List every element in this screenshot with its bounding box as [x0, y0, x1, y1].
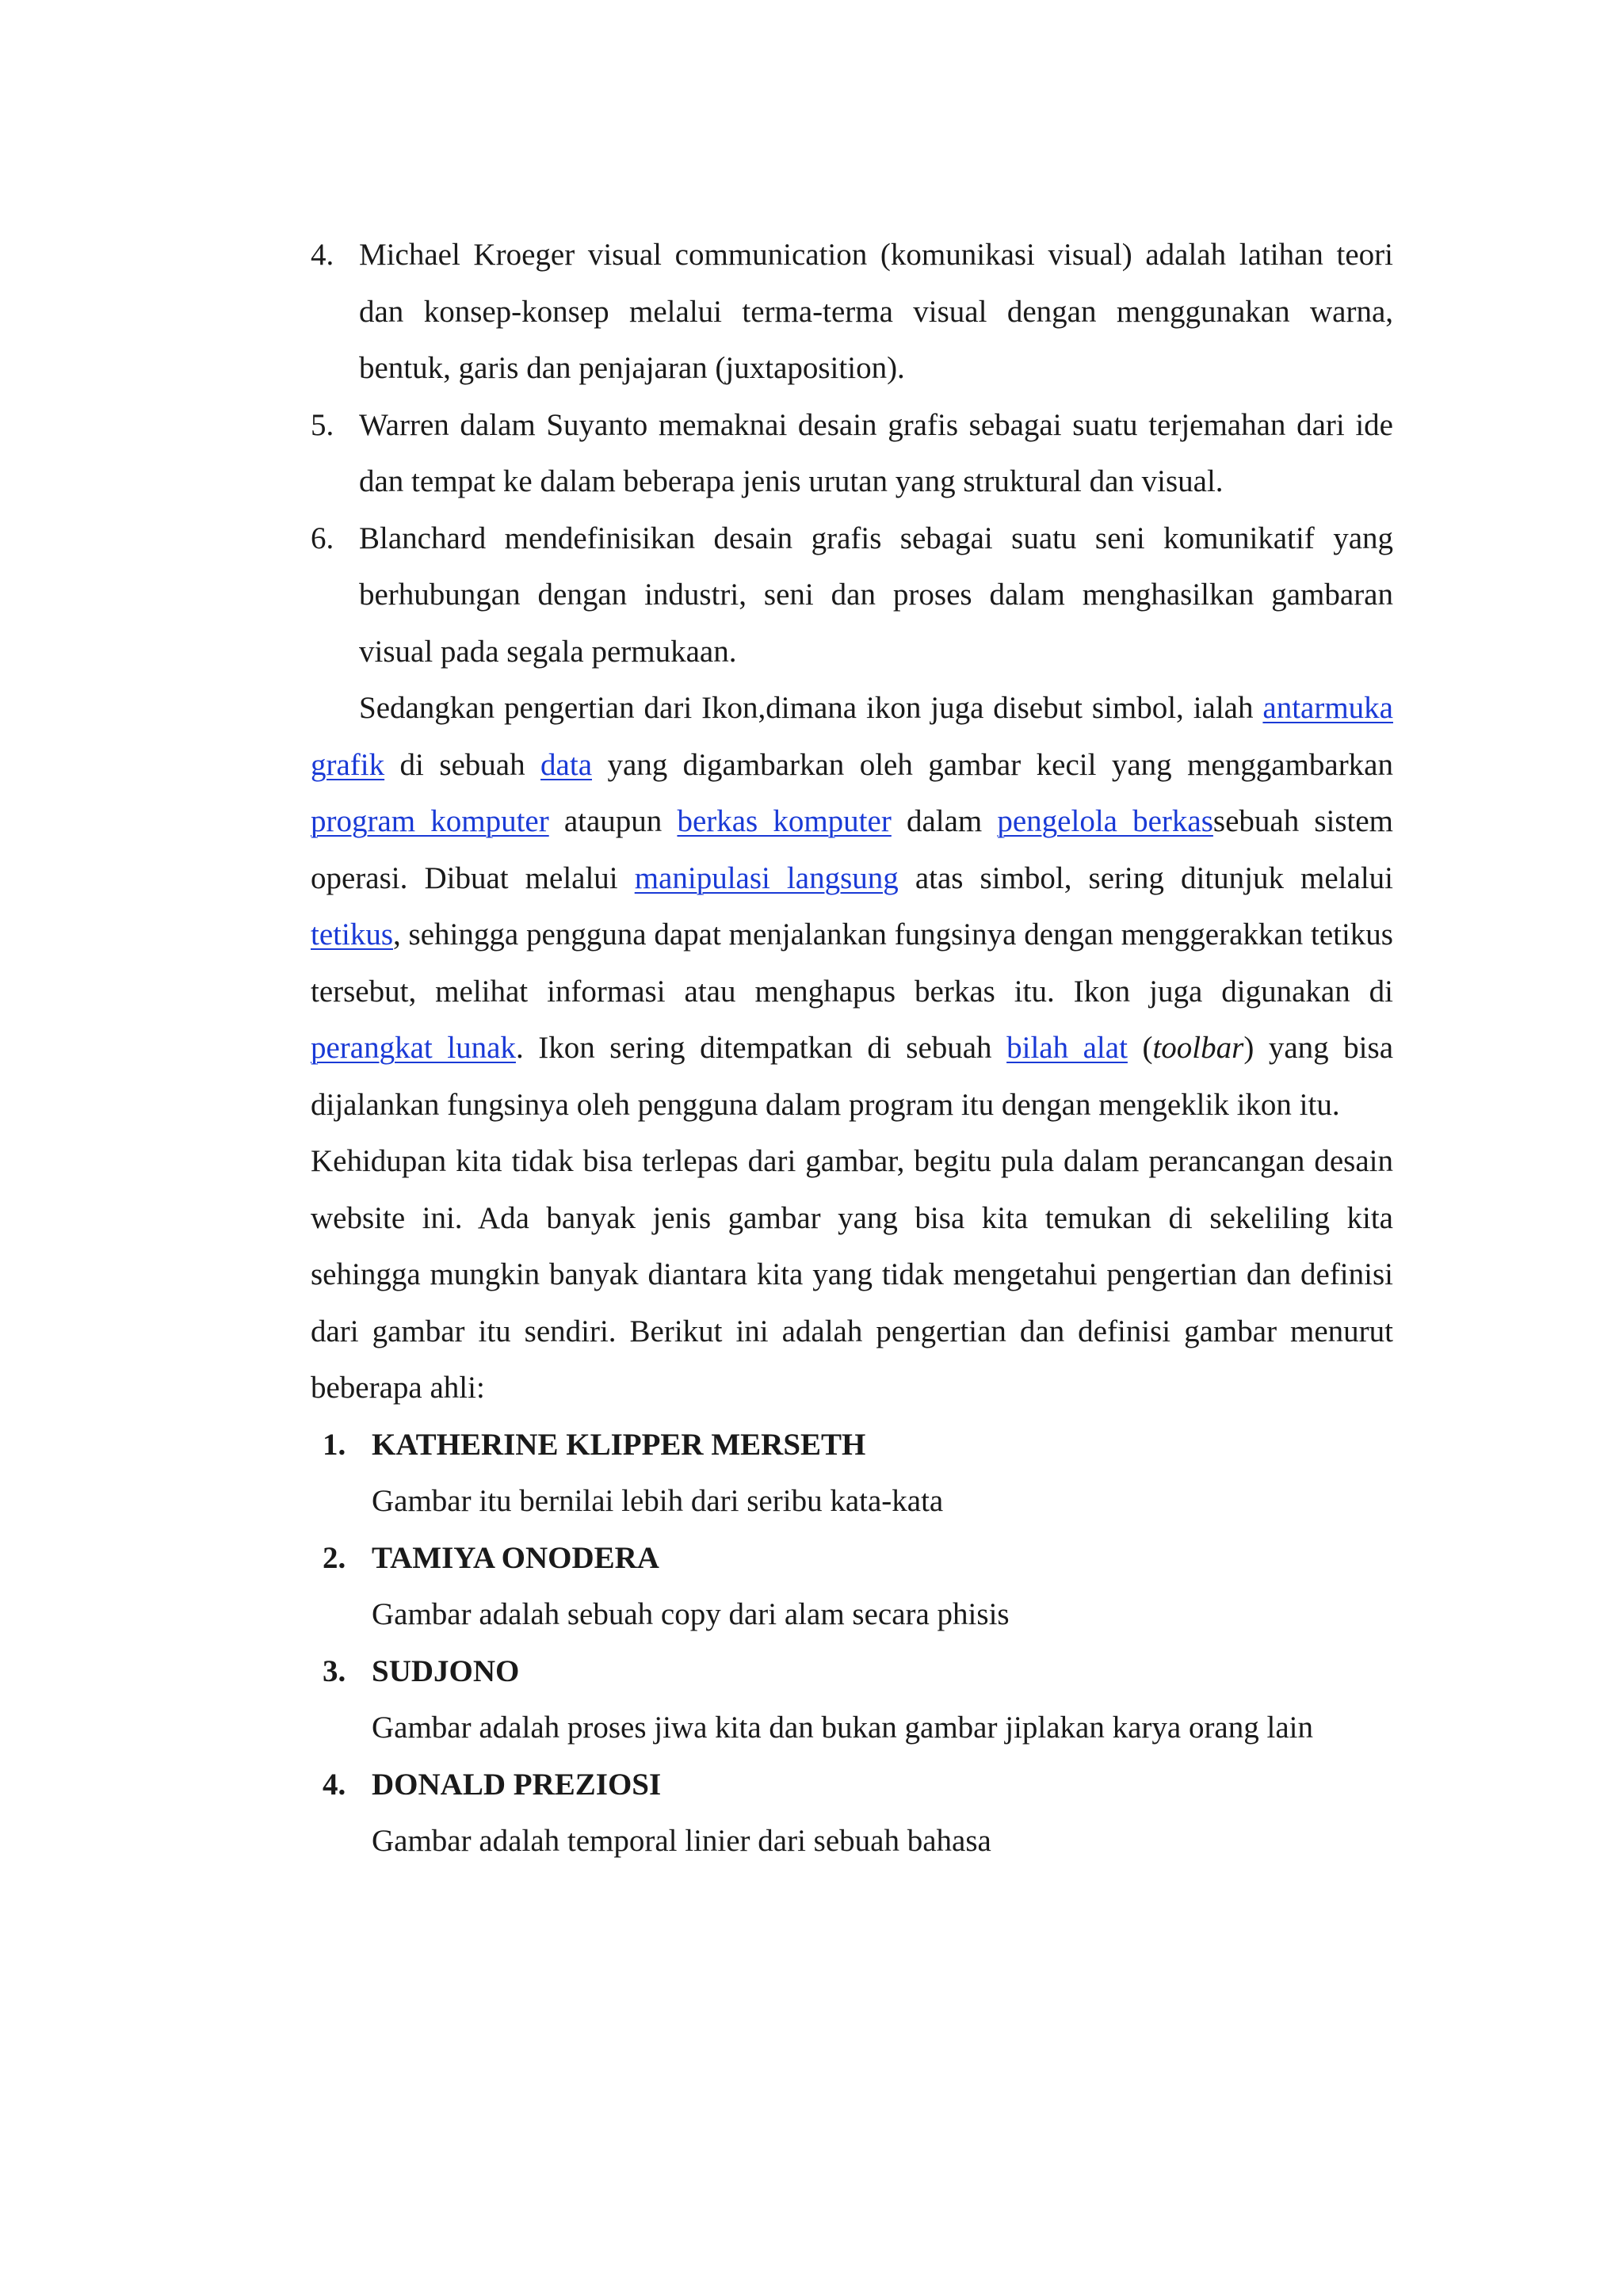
link-antarmuka-grafik[interactable]: antarmuka grafik	[311, 691, 1393, 782]
list-item	[311, 397, 1393, 510]
paragraph-text: ataupun	[548, 804, 678, 838]
paragraph-text: sebuah sistem operasi. Dibuat melalui	[311, 804, 1393, 895]
experts-list	[311, 1417, 1393, 1870]
expert-number: 3.	[323, 1653, 346, 1688]
expert-name: DONALD PREZIOSI	[372, 1767, 662, 1802]
expert-definition: Gambar adalah proses jiwa kita dan bukan gambar jiplakan karya orang lain	[372, 1711, 1313, 1745]
paragraph-text: . Ikon sering ditempatkan di sebuah	[515, 1031, 1007, 1065]
list-text: Warren dalam Suyanto memaknai desain grafis sebagai suatu terjemahan dari ide dan tempat ke dalam beberapa jenis urutan yang struktural dan visual.	[359, 407, 1393, 498]
link-perangkat-lunak[interactable]: perangkat lunak	[311, 1031, 516, 1065]
expert-item	[311, 1417, 1393, 1530]
expert-number: 4.	[323, 1767, 346, 1802]
expert-number: 2.	[323, 1540, 346, 1575]
expert-name: KATHERINE KLIPPER MERSETH	[372, 1427, 866, 1462]
paragraph-text: Sedangkan pengertian dari Ikon,dimana ikon juga disebut simbol, ialah	[359, 691, 1263, 725]
paragraph-text: , sehingga pengguna dapat menjalankan fungsinya dengan menggerakkan tetikus tersebut, melihat informasi atau menghapus berkas itu. Ikon juga digunakan di	[311, 917, 1393, 1009]
link-tetikus[interactable]: tetikus	[311, 917, 393, 952]
link-pengelola-berkas[interactable]: pengelola berkas	[997, 804, 1213, 838]
list-number: 6.	[311, 521, 334, 555]
paragraph-text: ) yang bisa dijalankan fungsinya oleh pengguna dalam program itu dengan mengeklik ikon itu.	[311, 1031, 1394, 1122]
expert-item	[311, 1643, 1393, 1756]
paragraph-text: di sebuah	[384, 747, 541, 782]
link-program-komputer[interactable]: program komputer	[311, 804, 549, 838]
expert-number: 1.	[323, 1427, 346, 1462]
list-text: Blanchard mendefinisikan desain grafis sebagai suatu seni komunikatif yang berhubungan dengan industri, seni dan proses dalam menghasilkan gambaran visual pada segala permukaan.	[359, 521, 1393, 669]
list-item	[311, 510, 1393, 681]
document-page	[311, 227, 1393, 1870]
definitions-list	[311, 227, 1393, 680]
link-manipulasi-langsung[interactable]: manipulasi langsung	[634, 860, 899, 895]
link-bilah-alat[interactable]: bilah alat	[1006, 1031, 1128, 1065]
toolbar-italic-text: toolbar	[1152, 1031, 1244, 1065]
link-berkas-komputer[interactable]: berkas komputer	[677, 804, 892, 838]
expert-item	[311, 1530, 1393, 1643]
link-data[interactable]: data	[540, 747, 593, 782]
paragraph-text: dalam	[891, 804, 998, 838]
paragraph-text: (	[1127, 1031, 1153, 1065]
expert-definition: Gambar adalah sebuah copy dari alam secara phisis	[372, 1597, 1010, 1631]
expert-definition: Gambar adalah temporal linier dari sebuah bahasa	[372, 1824, 991, 1858]
image-definition-paragraph: Kehidupan kita tidak bisa terlepas dari gambar, begitu pula dalam perancangan desain website ini. Ada banyak jenis gambar yang bisa kita temukan di sekeliling kita sehingga mungkin banyak diantara kita yang tidak mengetahui pengertian dan definisi dari gambar itu sendiri. Berikut ini adalah pengertian dan definisi gambar menurut beberapa ahli:	[311, 1144, 1393, 1405]
icon-definition-paragraph	[311, 680, 1393, 1133]
expert-item	[311, 1756, 1393, 1870]
list-text: Michael Kroeger visual communication (komunikasi visual) adalah latihan teori dan konsep-konsep melalui terma-terma visual dengan menggunakan warna, bentuk, garis dan penjajaran (juxtaposition).	[359, 238, 1393, 385]
list-number: 5.	[311, 407, 334, 442]
list-number: 4.	[311, 238, 334, 272]
paragraph-text: atas simbol, sering ditunjuk melalui	[898, 860, 1393, 895]
expert-name: TAMIYA ONODERA	[372, 1540, 659, 1575]
paragraph-text: yang digambarkan oleh gambar kecil yang menggambarkan	[592, 747, 1393, 782]
list-item	[311, 227, 1393, 397]
expert-name: SUDJONO	[372, 1653, 520, 1688]
expert-definition: Gambar itu bernilai lebih dari seribu kata-kata	[372, 1484, 944, 1518]
